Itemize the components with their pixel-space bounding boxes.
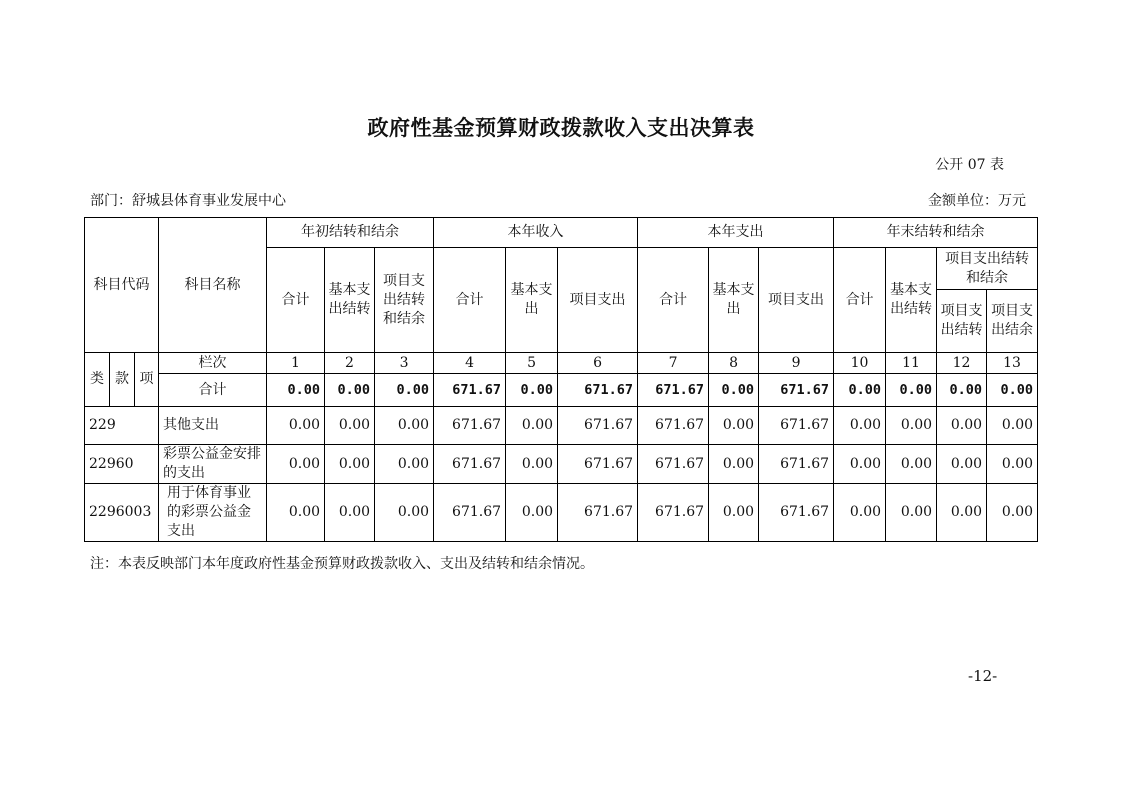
header-begin-project: 项目支出结转和结余 [375, 248, 434, 353]
row-cell: 0.00 [506, 484, 558, 542]
row-cell: 671.67 [434, 445, 506, 484]
row-cell: 0.00 [886, 484, 937, 542]
row-cell: 0.00 [709, 484, 759, 542]
column-number: 9 [759, 353, 834, 374]
row-code: 229 [85, 407, 159, 445]
header-expense-total: 合计 [638, 248, 709, 353]
row-cell: 671.67 [638, 407, 709, 445]
header-end-project-group: 项目支出结转和结余 [937, 248, 1038, 290]
budget-table [84, 217, 1038, 542]
row-cell: 671.67 [638, 445, 709, 484]
row-cell: 0.00 [375, 484, 434, 542]
row-cell: 0.00 [886, 407, 937, 445]
total-row-label: 合计 [159, 374, 267, 407]
total-cell: 671.67 [638, 374, 709, 407]
row-cell: 0.00 [834, 484, 886, 542]
header-group-end: 年末结转和结余 [834, 218, 1038, 248]
total-cell: 0.00 [937, 374, 987, 407]
total-cell: 671.67 [558, 374, 638, 407]
row-cell: 0.00 [325, 407, 375, 445]
total-cell: 0.00 [375, 374, 434, 407]
page-number: -12- [968, 667, 998, 685]
header-income-total: 合计 [434, 248, 506, 353]
header-lei: 类 [85, 353, 110, 407]
row-cell: 0.00 [375, 445, 434, 484]
row-cell: 671.67 [434, 484, 506, 542]
row-name: 其他支出 [159, 407, 267, 445]
row-code: 2296003 [85, 484, 159, 542]
column-number: 3 [375, 353, 434, 374]
row-cell: 0.00 [267, 407, 325, 445]
row-cell: 671.67 [759, 407, 834, 445]
header-expense-project: 项目支出 [759, 248, 834, 353]
header-expense-basic: 基本支出 [709, 248, 759, 353]
total-cell: 671.67 [434, 374, 506, 407]
unit-label: 金额单位：万元 [928, 193, 1026, 209]
row-cell: 671.67 [638, 484, 709, 542]
row-cell: 0.00 [267, 445, 325, 484]
row-cell: 671.67 [759, 445, 834, 484]
table-row [85, 407, 1038, 445]
row-cell: 0.00 [987, 445, 1038, 484]
row-cell: 671.67 [434, 407, 506, 445]
row-cell: 0.00 [709, 407, 759, 445]
header-xiang: 项 [135, 353, 159, 407]
row-cell: 671.67 [558, 407, 638, 445]
row-name: 彩票公益金安排的支出 [159, 445, 267, 484]
total-cell: 0.00 [267, 374, 325, 407]
header-end-basic: 基本支出结转 [886, 248, 937, 353]
column-number: 1 [267, 353, 325, 374]
department-label: 部门：舒城县体育事业发展中心 [90, 193, 286, 209]
row-cell: 0.00 [987, 407, 1038, 445]
total-cell: 0.00 [886, 374, 937, 407]
header-end-project-balance: 项目支出结余 [987, 290, 1038, 353]
row-cell: 671.67 [558, 445, 638, 484]
total-cell: 0.00 [987, 374, 1038, 407]
row-cell: 0.00 [506, 445, 558, 484]
column-number: 8 [709, 353, 759, 374]
header-end-project-carry: 项目支出结转 [937, 290, 987, 353]
row-cell: 0.00 [834, 407, 886, 445]
header-group-begin: 年初结转和结余 [267, 218, 434, 248]
total-cell: 0.00 [506, 374, 558, 407]
column-number-label: 栏次 [159, 353, 267, 374]
row-cell: 0.00 [325, 484, 375, 542]
page-title: 政府性基金预算财政拨款收入支出决算表 [367, 116, 755, 140]
row-cell: 0.00 [267, 484, 325, 542]
header-begin-total: 合计 [267, 248, 325, 353]
header-begin-basic: 基本支出结转 [325, 248, 375, 353]
row-code: 22960 [85, 445, 159, 484]
header-income-project: 项目支出 [558, 248, 638, 353]
row-cell: 0.00 [937, 484, 987, 542]
form-code: 公开 07 表 [935, 157, 1004, 173]
header-group-expense: 本年支出 [638, 218, 834, 248]
column-number: 7 [638, 353, 709, 374]
header-end-total: 合计 [834, 248, 886, 353]
row-name: 用于体育事业的彩票公益金支出 [159, 484, 267, 542]
total-cell: 0.00 [325, 374, 375, 407]
column-number: 4 [434, 353, 506, 374]
row-cell: 0.00 [506, 407, 558, 445]
column-number: 11 [886, 353, 937, 374]
header-income-basic: 基本支出 [506, 248, 558, 353]
table-row [85, 484, 1038, 542]
table-note: 注：本表反映部门本年度政府性基金预算财政拨款收入、支出及结转和结余情况。 [90, 556, 594, 572]
total-cell: 671.67 [759, 374, 834, 407]
row-cell: 0.00 [937, 445, 987, 484]
header-group-income: 本年收入 [434, 218, 638, 248]
table-row [85, 445, 1038, 484]
row-cell: 0.00 [886, 445, 937, 484]
column-number: 12 [937, 353, 987, 374]
row-cell: 671.67 [558, 484, 638, 542]
row-cell: 0.00 [834, 445, 886, 484]
row-cell: 0.00 [987, 484, 1038, 542]
row-cell: 0.00 [375, 407, 434, 445]
column-number: 6 [558, 353, 638, 374]
column-number: 13 [987, 353, 1038, 374]
header-kuan: 款 [110, 353, 135, 407]
column-number: 5 [506, 353, 558, 374]
row-cell: 0.00 [325, 445, 375, 484]
total-cell: 0.00 [834, 374, 886, 407]
row-cell: 0.00 [709, 445, 759, 484]
column-number: 10 [834, 353, 886, 374]
header-subject-code: 科目代码 [85, 218, 159, 353]
total-cell: 0.00 [709, 374, 759, 407]
row-cell: 671.67 [759, 484, 834, 542]
row-cell: 0.00 [937, 407, 987, 445]
column-number: 2 [325, 353, 375, 374]
header-subject-name: 科目名称 [159, 218, 267, 353]
